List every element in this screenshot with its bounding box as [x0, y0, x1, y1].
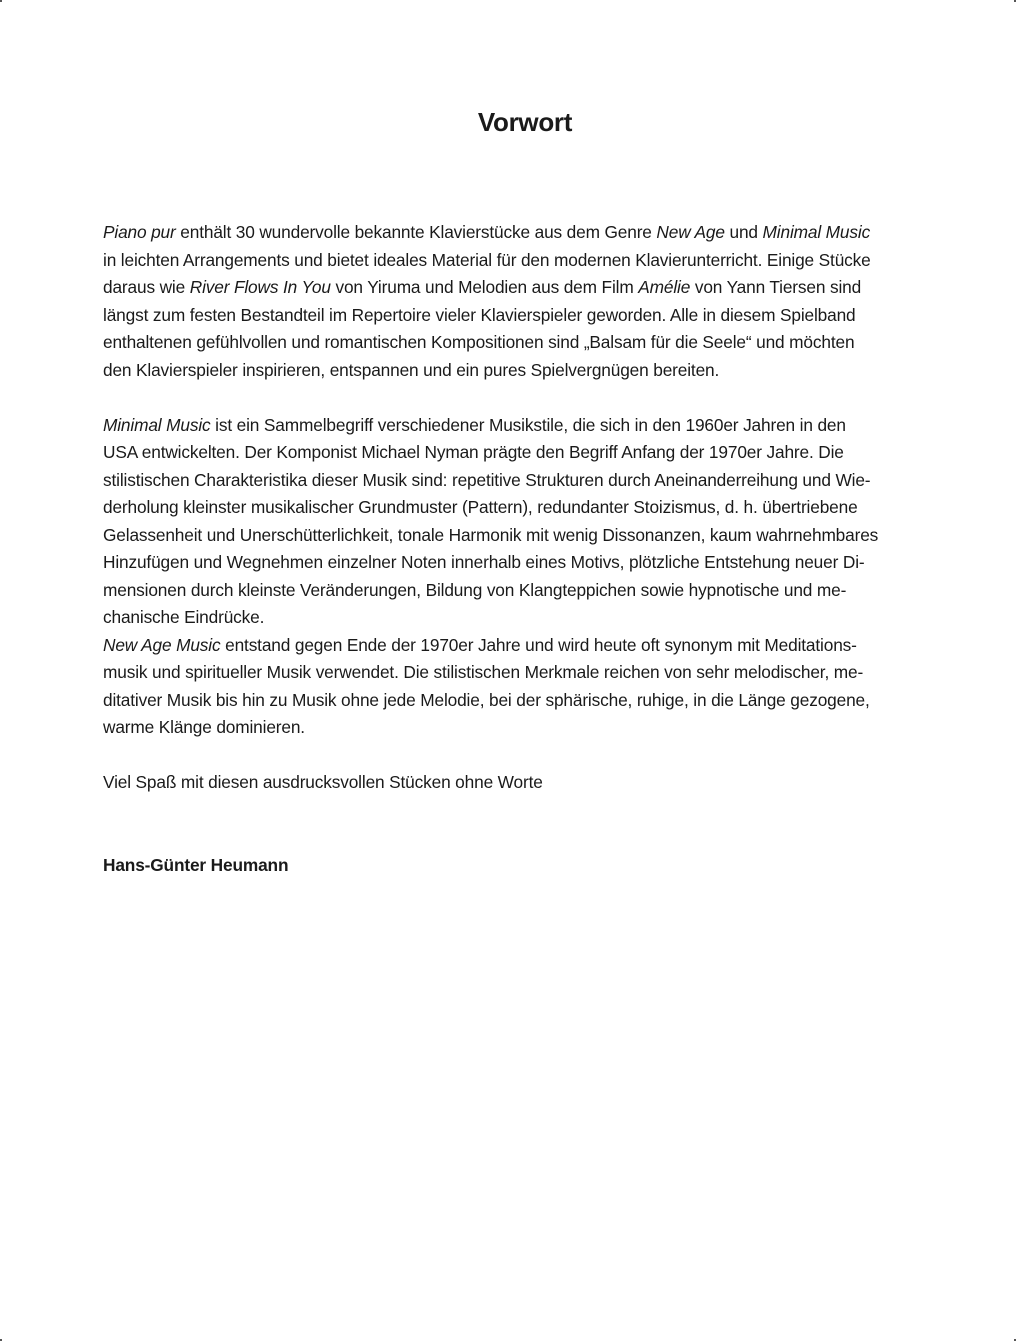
closing-line: Viel Spaß mit diesen ausdrucksvollen Stücken ohne Worte — [103, 772, 543, 792]
page-title: Vorwort — [477, 107, 573, 137]
genre-italic: New Age Music — [103, 635, 221, 655]
paragraph-2-line-7: mensionen durch kleinste Veränderungen, Bildung von Klangteppichen sowie hypnotische und me- — [103, 580, 847, 600]
paragraph-2-line-3: stilistischen Charakteristika dieser Musik sind: repetitive Strukturen durch Aneinanderreihung und Wie- — [103, 470, 871, 490]
paragraph-2-line-4: derholung kleinster musikalischer Grundmuster (Pattern), redundanter Stoizismus, d. h. übertriebene — [103, 497, 858, 517]
genre-italic: New Age — [656, 222, 725, 242]
paragraph-1-line-2: in leichten Arrangements und bietet ideales Material für den modernen Klavierunterricht. Einige Stücke — [103, 250, 871, 270]
paragraph-2-line-1: Minimal Music ist ein Sammelbegriff verschiedener Musikstile, die sich in den 1960er Jahren in den — [103, 415, 846, 435]
paragraph-2-line-2: USA entwickelten. Der Komponist Michael Nyman prägte den Begriff Anfang der 1970er Jahre. Die — [103, 442, 844, 462]
paragraph-2-line-8: chanische Eindrücke. — [103, 607, 265, 627]
paragraph-2-line-5: Gelassenheit und Unerschütterlichkeit, tonale Harmonik mit wenig Dissonanzen, kaum wahrnehmbares — [103, 525, 879, 545]
paragraph-1-line-1: Piano pur enthält 30 wundervolle bekannte Klavierstücke aus dem Genre New Age und Minimal Music — [103, 222, 871, 242]
paragraph-3-line-2: musik und spiritueller Musik verwendet. Die stilistischen Merkmale reichen von sehr melodischer, me- — [103, 662, 864, 682]
crop-mark-top-left — [0, 0, 2, 2]
paragraph-3-line-3: ditativer Musik bis hin zu Musik ohne jede Melodie, bei der sphärische, ruhige, in die Länge gezogene, — [103, 690, 870, 710]
paragraph-2-line-6: Hinzufügen und Wegnehmen einzelner Noten innerhalb eines Motivs, plötzliche Entstehung neuer Di- — [103, 552, 865, 572]
paragraph-1-line-6: den Klavierspieler inspirieren, entspannen und ein pures Spielvergnügen bereiten. — [103, 360, 720, 380]
author-signature: Hans-Günter Heumann — [103, 855, 289, 875]
paragraph-1-line-5: enthaltenen gefühlvollen und romantischen Kompositionen sind „Balsam für die Seele“ und möchten — [103, 332, 855, 352]
paragraph-1-line-4: längst zum festen Bestandteil im Repertoire vieler Klavierspieler geworden. Alle in diesem Spielband — [103, 305, 856, 325]
film-title-italic: Amélie — [638, 277, 691, 297]
genre-italic: Minimal Music — [103, 415, 211, 435]
paragraph-3-line-4: warme Klänge dominieren. — [103, 717, 305, 737]
song-title-italic: River Flows In You — [189, 277, 331, 297]
genre-italic: Minimal Music — [762, 222, 871, 242]
work-title-italic: Piano pur — [103, 222, 176, 242]
paragraph-3-line-1: New Age Music entstand gegen Ende der 1970er Jahre und wird heute oft synonym mit Meditations- — [103, 635, 857, 655]
paragraph-1-line-3: daraus wie River Flows In You von Yiruma und Melodien aus dem Film Amélie von Yann Tiersen sind — [103, 277, 862, 297]
